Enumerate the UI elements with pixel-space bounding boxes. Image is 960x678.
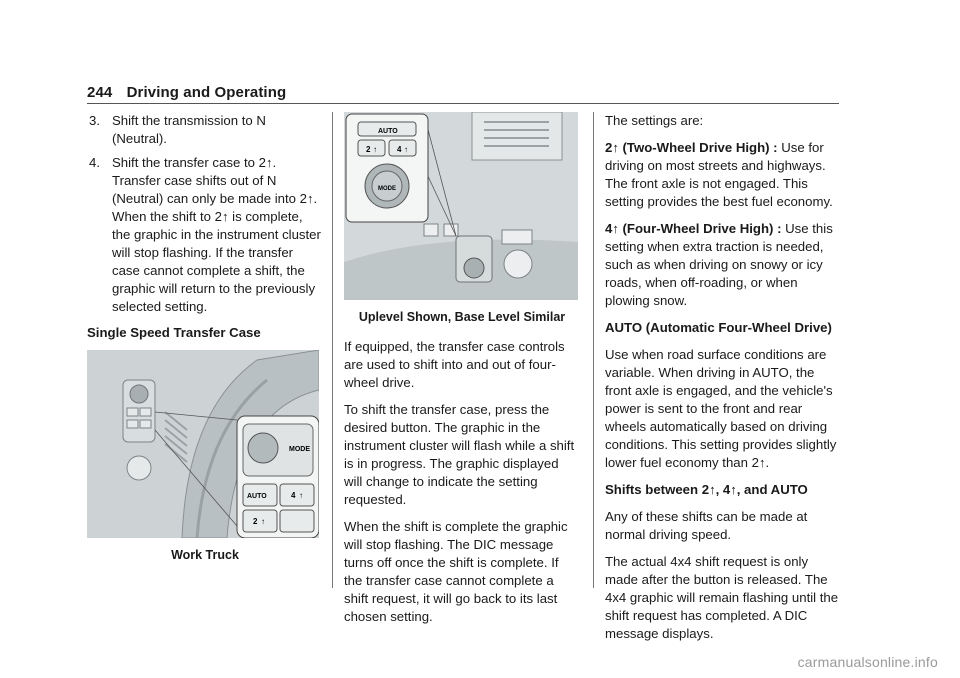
four-high-setting: 4↑ (Four-Wheel Drive High) : Use this setting when extra traction is needed, such as when driving on snowy or icy roads, when off-roading, or when plowing snow. xyxy=(605,221,833,308)
step-item: 4. Shift the transfer case to 2↑. Transfer case shifts out of N (Neutral) can only be made into 2↑. When the shift to 2↑ is complete, the graphic in the instrument cluster will stop flashing. If the transfer case cannot complete a shift, the graphic will return to the previously selected setting. xyxy=(89,155,321,314)
transfer-case-illustration xyxy=(344,112,578,300)
header-rule xyxy=(87,103,839,104)
shifts-heading: Shifts between 2↑, 4↑, and AUTO xyxy=(605,482,808,497)
page-header xyxy=(87,84,286,101)
paragraph: To shift the transfer case, press the desired button. The graphic in the instrument cluster will flash while a shift is in progress. The graphic displayed will change to indicate the setting requested. xyxy=(344,402,575,507)
paragraph: The actual 4x4 shift request is only made after the button is released. The 4x4 graphic will remain flashing until the shift request has completed. A DIC message displays. xyxy=(605,554,839,641)
section-title: Driving and Operating xyxy=(126,84,287,101)
auto-label: AUTO xyxy=(247,493,267,500)
auto-heading: AUTO (Automatic Four-Wheel Drive) xyxy=(605,320,832,335)
mode-label: MODE xyxy=(378,186,396,192)
figure-caption: Work Truck xyxy=(171,548,239,562)
up-arrow-icon: ↑ xyxy=(373,145,377,154)
paragraph: Any of these shifts can be made at normal driving speed. xyxy=(605,509,808,542)
up-arrow-icon: ↑ xyxy=(612,140,619,155)
four-label: 4 xyxy=(291,491,296,500)
middle-column xyxy=(344,112,580,635)
two-label: 2 xyxy=(253,517,258,526)
up-arrow-icon: ↑ xyxy=(612,221,619,236)
work-truck-figure xyxy=(87,350,319,538)
auto-label: AUTO xyxy=(378,128,398,135)
paragraph: When the shift is complete the graphic will stop flashing. The DIC message turns off once the shift is complete. If the transfer case cannot complete a shift request, it will go back to its last chosen setting. xyxy=(344,519,568,624)
up-arrow-icon: ↑ xyxy=(265,155,273,170)
figure-caption: Uplevel Shown, Base Level Similar xyxy=(358,310,566,324)
two-label: 2 xyxy=(366,145,371,154)
section-heading: Single Speed Transfer Case xyxy=(87,325,261,340)
paragraph: Use when road surface conditions are variable. When driving in AUTO, the front axle is engaged, and the vehicle's power is sent to the front and rear wheels automatically based on driving conditions. This setting provides slightly lower fuel economy than 2↑. xyxy=(605,347,837,470)
right-column xyxy=(605,112,841,652)
up-arrow-icon: ↑ xyxy=(221,209,229,224)
mode-label: MODE xyxy=(289,446,310,453)
step-item: 3. Shift the transmission to N (Neutral). xyxy=(89,113,266,146)
up-arrow-icon: ↑ xyxy=(758,455,766,470)
page-number: 244 xyxy=(87,84,113,101)
up-arrow-icon: ↑ xyxy=(307,191,314,206)
four-label: 4 xyxy=(397,145,402,154)
up-arrow-icon: ↑ xyxy=(709,482,716,497)
two-high-setting: 2↑ (Two-Wheel Drive High) : Use for driving on most streets and highways. The front axle is not engaged. This setting provides the best fuel economy. xyxy=(605,140,833,209)
watermark: carmanualsonline.info xyxy=(797,654,938,670)
up-arrow-icon: ↑ xyxy=(261,517,265,526)
paragraph: The settings are: xyxy=(605,113,704,128)
left-column xyxy=(87,112,323,576)
up-arrow-icon: ↑ xyxy=(730,482,737,497)
column-divider xyxy=(593,112,594,588)
uplevel-figure xyxy=(344,112,578,300)
up-arrow-icon: ↑ xyxy=(404,145,408,154)
column-divider xyxy=(332,112,333,588)
paragraph: If equipped, the transfer case controls are used to shift into and out of four-wheel drive. xyxy=(344,339,565,390)
up-arrow-icon: ↑ xyxy=(299,491,303,500)
transfer-case-illustration xyxy=(87,350,319,538)
